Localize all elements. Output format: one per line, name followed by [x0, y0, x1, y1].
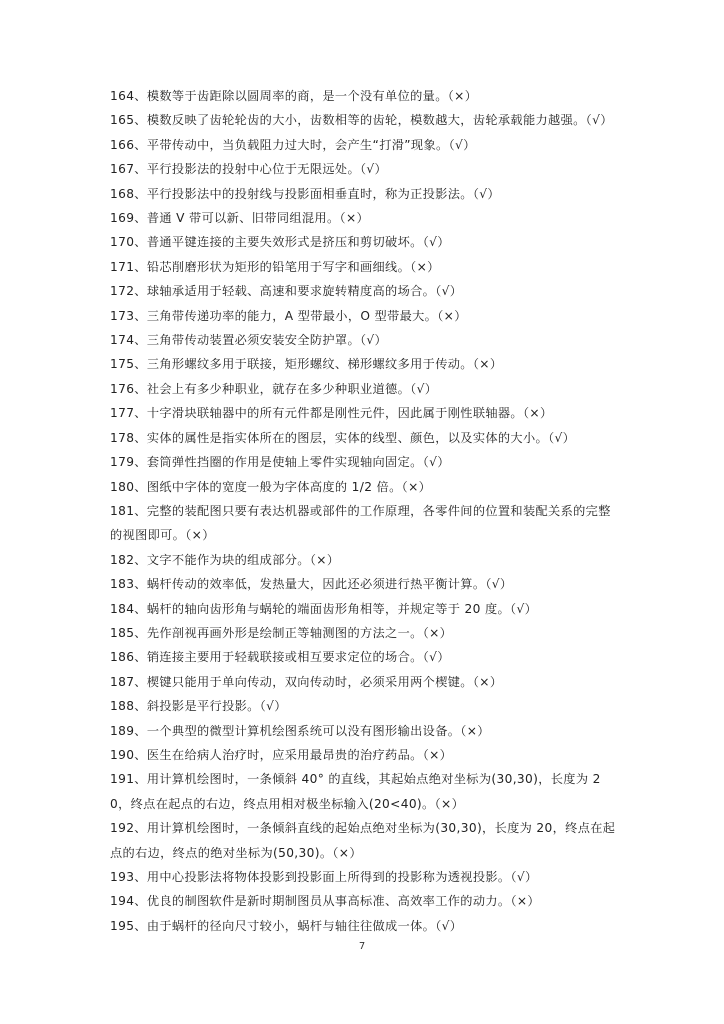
list-item: 174、三角带传动装置必须安装安全防护罩。（√） — [110, 333, 388, 348]
list-item: 173、三角带传递功率的能力，A 型带最小，O 型带最大。（×） — [110, 308, 467, 323]
list-item: 193、用中心投影法将物体投影到投影面上所得到的投影称为透视投影。（√） — [110, 870, 538, 884]
list-item: 195、由于蜗杆的径向尺寸较小，蜗杆与轴往往做成一体。（√） — [110, 918, 463, 933]
list-item: 167、平行投影法的投射中心位于无限远处。（√） — [110, 162, 388, 177]
list-item: 190、医生在给病人治疗时，应采用最昂贵的治疗药品。（×） — [110, 747, 453, 762]
list-item: 185、先作剖视再画外形是绘制正等轴测图的方法之一。（×） — [110, 625, 453, 640]
list-item: 181、完整的装配图只要有表达机器或部件的工作原理，各零件间的位置和装配关系的完整的视图即可。（×） — [110, 503, 611, 543]
list-item: 189、一个典型的微型计算机绘图系统可以没有图形输出设备。（×） — [110, 723, 490, 738]
list-item: 169、普通 V 带可以新、旧带同组混用。（×） — [110, 211, 370, 226]
list-item: 180、图纸中字体的宽度一般为字体高度的 1/2 倍。（×） — [110, 479, 432, 494]
list-item: 186、销连接主要用于轻载联接或相互要求定位的场合。（√） — [110, 650, 450, 665]
list-item: 182、文字不能作为块的组成部分。（×） — [110, 552, 340, 567]
list-item: 184、蜗杆的轴向齿形角与蜗轮的端面齿形角相等，并规定等于 20 度。（√） — [110, 601, 538, 616]
list-item: 165、模数反映了齿轮轮齿的大小，齿数相等的齿轮，模数越大，齿轮承载能力越强。（√） — [110, 113, 613, 128]
list-item: 166、平带传动中，当负载阻力过大时，会产生“打滑”现象。（√） — [110, 137, 476, 152]
list-item: 191、用计算机绘图时，一条倾斜 40° 的直线，其起始点绝对坐标为(30,30)，长度为 20，终点在起点的右边，终点用相对极坐标输入(20<40)。（×） — [110, 772, 601, 811]
page-number: 7 — [358, 941, 366, 952]
list-item: 168、平行投影法中的投射线与投影面相垂直时，称为正投影法。（√） — [110, 186, 500, 201]
question-list — [110, 84, 618, 938]
list-item: 194、优良的制图软件是新时期制图员从事高标准、高效率工作的动力。（×） — [110, 894, 540, 909]
list-item: 172、球轴承适用于轻载、高速和要求旋转精度高的场合。（√） — [110, 284, 463, 299]
list-item: 170、普通平键连接的主要失效形式是挤压和剪切破坏。（√） — [110, 235, 450, 250]
list-item: 177、十字滑块联轴器中的所有元件都是刚性元件，因此属于刚性联轴器。（×） — [110, 406, 553, 421]
list-item: 183、蜗杆传动的效率低，发热量大，因此还必须进行热平衡计算。（√） — [110, 577, 513, 592]
list-item: 175、三角形螺纹多用于联接，矩形螺纹、梯形螺纹多用于传动。（×） — [110, 357, 503, 372]
list-item: 171、铅芯削磨形状为矩形的铅笔用于写字和画细线。（×） — [110, 259, 440, 274]
list-item: 188、斜投影是平行投影。（√） — [110, 699, 287, 714]
list-item: 178、实体的属性是指实体所在的图层，实体的线型、颜色，以及实体的大小。（√） — [110, 430, 576, 445]
list-item: 179、套筒弹性挡圈的作用是使轴上零件实现轴向固定。（√） — [110, 455, 450, 470]
list-item: 192、用计算机绘图时，一条倾斜直线的起始点绝对坐标为(30,30)，长度为 20，终点在起点的右边，终点的绝对坐标为(50,30)。（×） — [110, 821, 616, 860]
list-item: 176、社会上有多少种职业，就存在多少种职业道德。（√） — [110, 381, 438, 396]
list-item: 164、模数等于齿距除以圆周率的商，是一个没有单位的量。（×） — [110, 89, 478, 103]
list-item: 187、楔键只能用于单向传动，双向传动时，必须采用两个楔键。（×） — [110, 674, 503, 689]
